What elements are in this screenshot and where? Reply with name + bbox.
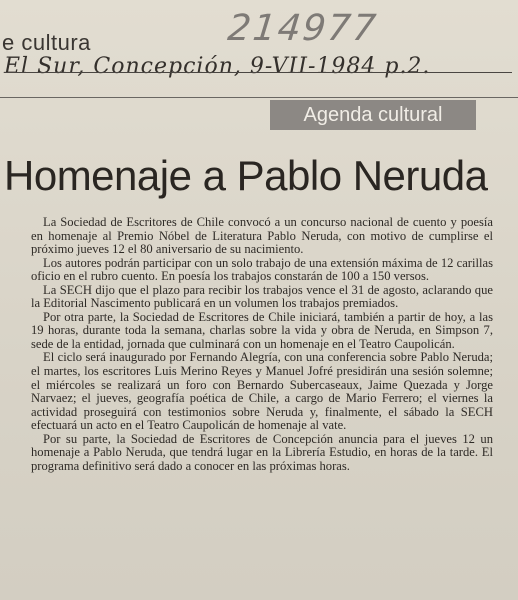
handwritten-source-note: El Sur, Concepción, 9-VII-1984 p.2. bbox=[4, 54, 431, 79]
paragraph: La SECH dijo que el plazo para recibir los trabajos vence el 31 de agosto, aclarando que la Editorial Nascimento publicará en un volumen los trabajos premiados. bbox=[31, 282, 493, 311]
handwritten-underline bbox=[4, 72, 512, 73]
article-body bbox=[31, 216, 493, 473]
paragraph: El ciclo será inaugurado por Fernando Alegría, con una conferencia sobre Pablo Neruda; el martes, los escritores Luis Merino Reyes y Manuel Jofré presidirán una sesión solemne; el miércoles se realizará un foro con Bernardo Subercaseaux, Jaime Quezada y Jorge Narvaez; el jueves, geografía poética de Chile, a cargo de Mario Ferrero; el viernes la actividad proseguirá con testimonios sobre Neruda y, finalmente, el sábado la SECH efectuará un acto en el Teatro Caupolicán de homenaje al vate. bbox=[31, 350, 493, 433]
article-title: Homenaje a Pablo Neruda bbox=[4, 152, 488, 199]
agenda-label: Agenda cultural bbox=[270, 100, 476, 130]
paragraph: La Sociedad de Escritores de Chile convocó a un concurso nacional de cuento y poesía en homenaje al Premio Nóbel de Literatura Pablo Neruda, con motivo de cumplirse el próximo jueves 12 el 80 aniversario de su nacimiento. bbox=[31, 215, 493, 257]
paragraph: Por su parte, la Sociedad de Escritores de Concepción anuncia para el jueves 12 un homenaje a Pablo Neruda, que tendrá lugar en la Librería Estudio, en horas de la tarde. El programa definitivo será dado a conocer en las próximas horas. bbox=[31, 431, 493, 473]
handwritten-catalog-number: 214977 bbox=[225, 8, 380, 49]
paragraph: Por otra parte, la Sociedad de Escritores de Chile iniciará, también a partir de hoy, a las 19 horas, durante toda la semana, charlas sobre la vida y obra de Neruda, en Simpson 7, sede de la entidad, jornada que culminará con un homenaje en el Teatro Caupolicán. bbox=[31, 309, 493, 351]
section-header: e cultura bbox=[2, 30, 91, 55]
paragraph: Los autores podrán participar con un solo trabajo de una extensión máxima de 12 carillas oficio en el rubro cuento. En poesía los trabajos constarán de 100 a 150 versos. bbox=[31, 255, 493, 284]
column-rule bbox=[0, 97, 518, 98]
